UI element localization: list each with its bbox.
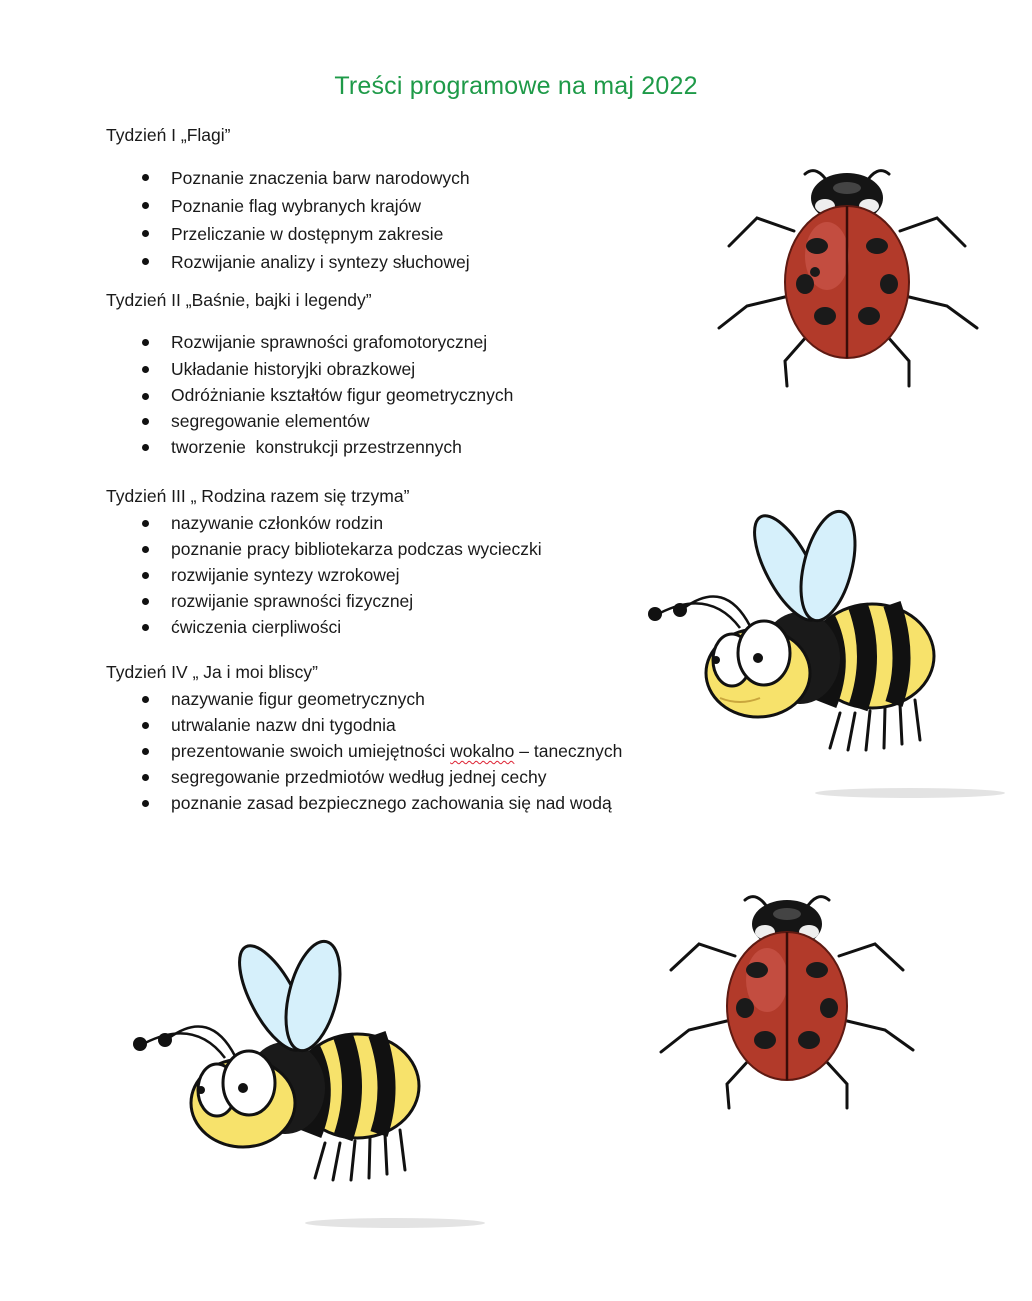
list-item-text: – tanecznych [514,741,623,761]
week-3-heading: Tydzień III „ Rodzina razem się trzyma” [106,486,410,506]
list-item [0,738,622,764]
ladybug-illustration [655,888,920,1113]
list-item: segregowanie elementów [0,408,513,434]
list-item: segregowanie przedmiotów według jednej cechy [0,764,622,790]
bee-illustration [125,938,495,1238]
spellcheck-flagged-word: wokalno [450,741,515,761]
list-item-text: prezentowanie swoich umiejętności [171,741,451,761]
list-item: rozwijanie syntezy wzrokowej [0,562,542,588]
list-item: Układanie historyjki obrazkowej [0,356,513,383]
list-item: Przeliczanie w dostępnym zakresie [0,220,470,248]
list-item: poznanie pracy bibliotekarza podczas wycieczki [0,536,542,562]
week-2-list [0,329,513,460]
week-1-heading: Tydzień I „Flagi” [106,125,231,145]
list-item: ćwiczenia cierpliwości [0,614,542,640]
week-3-list [0,510,542,640]
list-item: rozwijanie sprawności fizycznej [0,588,542,614]
week-4-list [0,686,622,816]
week-2-heading: Tydzień II „Baśnie, bajki i legendy” [106,290,372,310]
page-title: Treści programowe na maj 2022 [334,72,698,100]
list-item: utrwalanie nazw dni tygodnia [0,712,622,738]
list-item: Rozwijanie analizy i syntezy słuchowej [0,248,470,276]
ladybug-illustration [712,162,982,390]
list-item: Poznanie znaczenia barw narodowych [0,164,470,192]
list-item: Rozwijanie sprawności grafomotorycznej [0,329,513,356]
week-1-list [0,164,470,276]
list-item: Poznanie flag wybranych krajów [0,192,470,220]
list-item: poznanie zasad bezpiecznego zachowania się nad wodą [0,790,622,816]
bee-illustration [640,508,1010,808]
list-item: nazywanie figur geometrycznych [0,686,622,712]
list-item: nazywanie członków rodzin [0,510,542,536]
list-item: Odróżnianie kształtów figur geometrycznych [0,383,513,408]
week-4-heading: Tydzień IV „ Ja i moi bliscy” [106,662,318,682]
list-item: tworzenie konstrukcji przestrzennych [0,434,513,460]
